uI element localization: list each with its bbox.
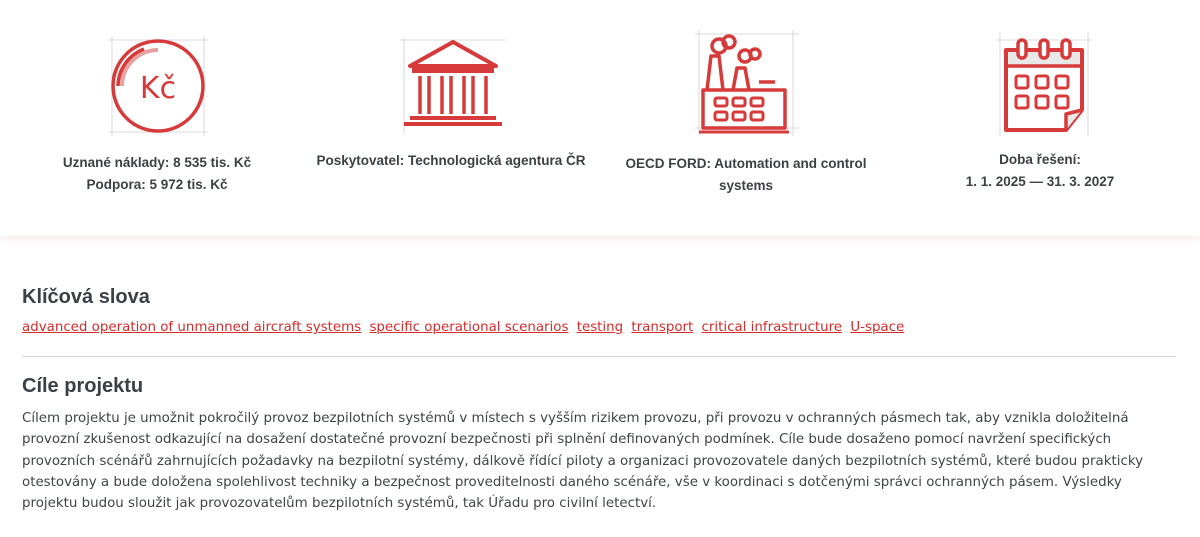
keyword-link[interactable]: specific operational scenarios	[369, 320, 569, 335]
keywords-list	[22, 320, 908, 335]
section-divider	[22, 356, 1176, 357]
provider-caption	[301, 150, 601, 172]
institution-building-icon	[398, 36, 508, 136]
koruna-coin-icon	[104, 32, 214, 142]
keyword-link[interactable]: advanced operation of unmanned aircraft systems	[22, 320, 362, 335]
goals-heading: Cíle projektu	[22, 375, 144, 397]
duration-label: Doba řešení:	[999, 152, 1081, 167]
duration-caption	[890, 149, 1190, 193]
stat-duration	[890, 0, 1190, 236]
project-stats-panel	[0, 0, 1200, 236]
stat-provider	[301, 0, 601, 236]
oecd-caption	[596, 153, 896, 197]
keyword-link[interactable]: transport	[631, 320, 694, 335]
support-amount-text: Podpora: 5 972 tis. Kč	[86, 177, 228, 192]
costs-caption	[7, 152, 307, 196]
factory-icon	[693, 28, 803, 138]
oecd-ford-text: OECD FORD: Automation and control	[625, 156, 867, 171]
provider-text: Poskytovatel: Technologická agentura ČR	[316, 153, 586, 168]
keyword-link[interactable]: U-space	[850, 320, 905, 335]
oecd-ford-text-line2: systems	[718, 178, 774, 193]
keyword-link[interactable]: testing	[576, 320, 624, 335]
keyword-link[interactable]: critical infrastructure	[701, 320, 843, 335]
stat-costs	[7, 0, 307, 236]
stat-oecd-ford	[596, 0, 896, 236]
calendar-icon	[994, 30, 1094, 138]
keywords-heading: Klíčová slova	[22, 286, 150, 308]
svg-text:Kč: Kč	[139, 71, 177, 106]
goals-text: Cílem projektu je umožnit pokročilý provoz bezpilotních systémů v místech s vyšším rizikem provozu, při provozu v ochranných pásmech tak, aby vznikla doložitelná provozní zkušenost odkazující na dosažení dostatečné provozní bezpečnosti při splnění definovaných podmínek. Cíle bude dosaženo pomocí navržení specifických provozních scénářů zahrnujících požadavky na bezpilotní systémy, dálkově řídící piloty a organizaci provozovatele daných bezpilotních systémů, které budou prakticky otestovány a bude doložena spolehlivost techniky a bezpečnost proveditelnosti daného scénáře, vše v koordinaci s dotčenými správci ochranných pásem. Výsledky projektu budou sloužit jak provozovatelům bezpilotních systémů, tak Úřadu pro civilní letectví.	[22, 411, 1144, 512]
recognized-costs-text: Uznané náklady: 8 535 tis. Kč	[62, 155, 252, 170]
duration-dates: 1. 1. 2025 — 31. 3. 2027	[965, 174, 1115, 189]
